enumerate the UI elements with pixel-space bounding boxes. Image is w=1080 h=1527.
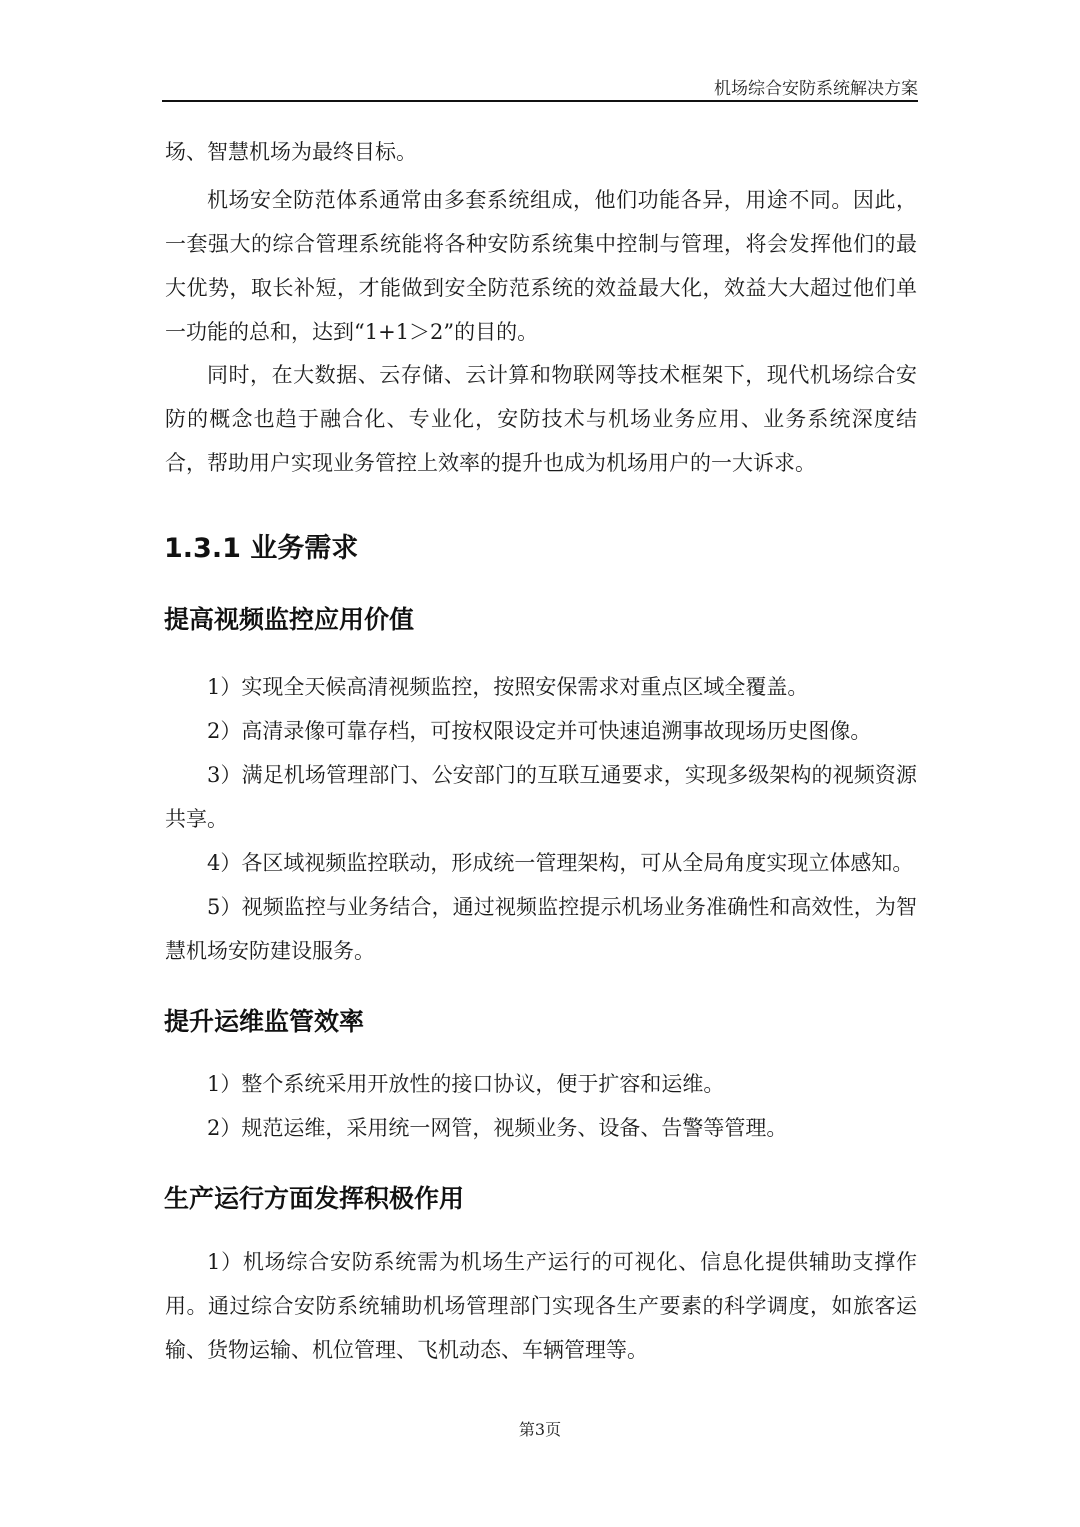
list-item: 2）高清录像可靠存档，可按权限设定并可快速追溯事故现场历史图像。	[207, 719, 872, 743]
paragraph-trend: 同时，在大数据、云存储、云计算和物联网等技术框架下，现代机场综合安防的概念也趋于融合化、专业化，安防技术与机场业务应用、业务系统深度结合，帮助用户实现业务管控上效率的提升也成为机场用户的一大诉求。	[165, 363, 917, 475]
header-rule	[162, 100, 918, 102]
list-item: 2）规范运维，采用统一网管，视频业务、设备、告警等管理。	[207, 1116, 788, 1140]
list-item: 4）各区域视频监控联动，形成统一管理架构，可从全局角度实现立体感知。	[207, 851, 914, 875]
section-heading: 1.3.1 业务需求	[164, 533, 359, 564]
page-number: 第3页	[518, 1420, 562, 1439]
subsection-heading-ops: 提升运维监管效率	[164, 1007, 365, 1036]
list-item: 5）视频监控与业务结合，通过视频监控提示机场业务准确性和高效性，为智慧机场安防建设服务。	[165, 895, 917, 963]
subsection-heading-production: 生产运行方面发挥积极作用	[164, 1184, 465, 1213]
list-item: 1）实现全天候高清视频监控，按照安保需求对重点区域全覆盖。	[207, 675, 809, 699]
subsection-heading-video: 提高视频监控应用价值	[164, 605, 415, 634]
paragraph-integration: 机场安全防范体系通常由多套系统组成，他们功能各异，用途不同。因此，一套强大的综合管理系统能将各种安防系统集中控制与管理，将会发挥他们的最大优势，取长补短，才能做到安全防范系统的效益最大化，效益大大超过他们单一功能的总和，达到“1+1＞2”的目的。	[165, 188, 917, 344]
running-header-title: 机场综合安防系统解决方案	[714, 79, 918, 99]
list-item: 3）满足机场管理部门、公安部门的互联互通要求，实现多级架构的视频资源共享。	[165, 763, 917, 831]
paragraph-continuation: 场、智慧机场为最终目标。	[165, 140, 417, 164]
list-item: 1）机场综合安防系统需为机场生产运行的可视化、信息化提供辅助支撑作用。通过综合安防系统辅助机场管理部门实现各生产要素的科学调度，如旅客运输、货物运输、机位管理、飞机动态、车辆管理等。	[165, 1250, 917, 1362]
list-item: 1）整个系统采用开放性的接口协议，便于扩容和运维。	[207, 1072, 725, 1096]
